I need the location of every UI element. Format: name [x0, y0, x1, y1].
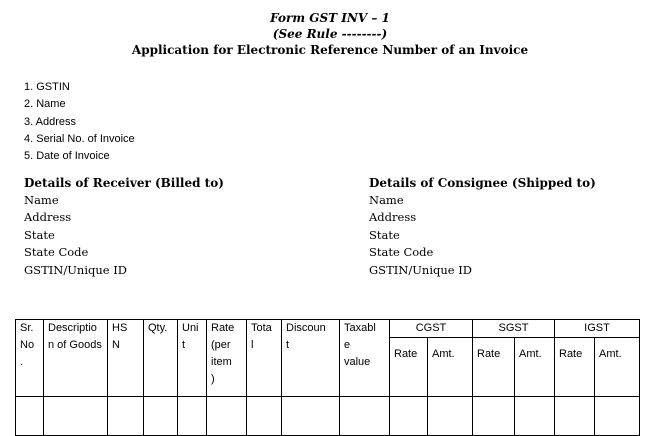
- list-item: 1. GSTIN: [24, 81, 70, 93]
- table-cell: [44, 397, 108, 436]
- cgst-rate-header: Rate: [390, 338, 428, 397]
- form-header: [0, 10, 660, 58]
- list-item: 3. Address: [24, 115, 76, 128]
- sgst-rate-header: Rate: [473, 338, 515, 397]
- col-header-cgst: CGST: [390, 320, 473, 338]
- rule-reference: (See Rule --------): [272, 27, 388, 41]
- list-item: 2. Name: [24, 98, 66, 111]
- list-item: 4. Serial No. of Invoice: [24, 132, 135, 145]
- table-cell: [144, 397, 178, 436]
- table-cell: [340, 397, 390, 436]
- table-cell: [178, 397, 207, 436]
- table-cell: [247, 397, 282, 436]
- table-cell: [555, 397, 595, 436]
- col-header-total: Tota l: [247, 320, 282, 397]
- table-cell: [390, 397, 428, 436]
- table-cell: [108, 397, 144, 436]
- col-header-rate: Rate (per item ): [207, 320, 247, 397]
- receiver-field-name: Name: [24, 193, 59, 207]
- receiver-field-gstin: GSTIN/Unique ID: [24, 262, 127, 277]
- consignee-details: [369, 175, 596, 279]
- receiver-details: [24, 175, 224, 279]
- form-title: Form GST INV – 1: [270, 11, 390, 25]
- col-header-qty: Qty.: [144, 320, 178, 397]
- receiver-field-state: State: [24, 227, 55, 242]
- table-cell: [595, 397, 640, 436]
- consignee-heading: Details of Consignee (Shipped to): [369, 176, 596, 190]
- table-cell: [282, 397, 340, 436]
- consignee-field-address: Address: [369, 210, 417, 225]
- col-header-taxable-value: Taxabl e value: [340, 320, 390, 397]
- invoice-items-table: [15, 319, 640, 436]
- consignee-field-gstin: GSTIN/Unique ID: [369, 262, 472, 277]
- receiver-field-address: Address: [24, 210, 72, 225]
- col-header-igst: IGST: [555, 320, 640, 338]
- table-cell: [428, 397, 473, 436]
- receiver-field-state-code: State Code: [24, 245, 89, 260]
- application-title: Application for Electronic Reference Number of an Invoice: [131, 43, 529, 57]
- table-row: [16, 397, 640, 436]
- table-cell: [473, 397, 515, 436]
- igst-amt-header: Amt.: [595, 338, 640, 397]
- consignee-field-state-code: State Code: [369, 245, 434, 260]
- list-item: 5. Date of Invoice: [24, 150, 110, 163]
- col-header-discount: Discoun t: [282, 320, 340, 397]
- receiver-heading: Details of Receiver (Billed to): [24, 176, 224, 190]
- col-header-sr: Sr. No .: [16, 320, 44, 397]
- table-cell: [515, 397, 555, 436]
- invoice-details-list: [24, 79, 135, 165]
- table-header-row: [16, 320, 640, 338]
- col-header-description: Descriptio n of Goods: [44, 320, 108, 397]
- consignee-field-state: State: [369, 227, 400, 242]
- sgst-amt-header: Amt.: [515, 338, 555, 397]
- cgst-amt-header: Amt.: [428, 338, 473, 397]
- consignee-field-name: Name: [369, 193, 404, 207]
- table-cell: [16, 397, 44, 436]
- col-header-hsn: HS N: [108, 320, 144, 397]
- col-header-unit: Uni t: [178, 320, 207, 397]
- col-header-sgst: SGST: [473, 320, 555, 338]
- igst-rate-header: Rate: [555, 338, 595, 397]
- table-cell: [207, 397, 247, 436]
